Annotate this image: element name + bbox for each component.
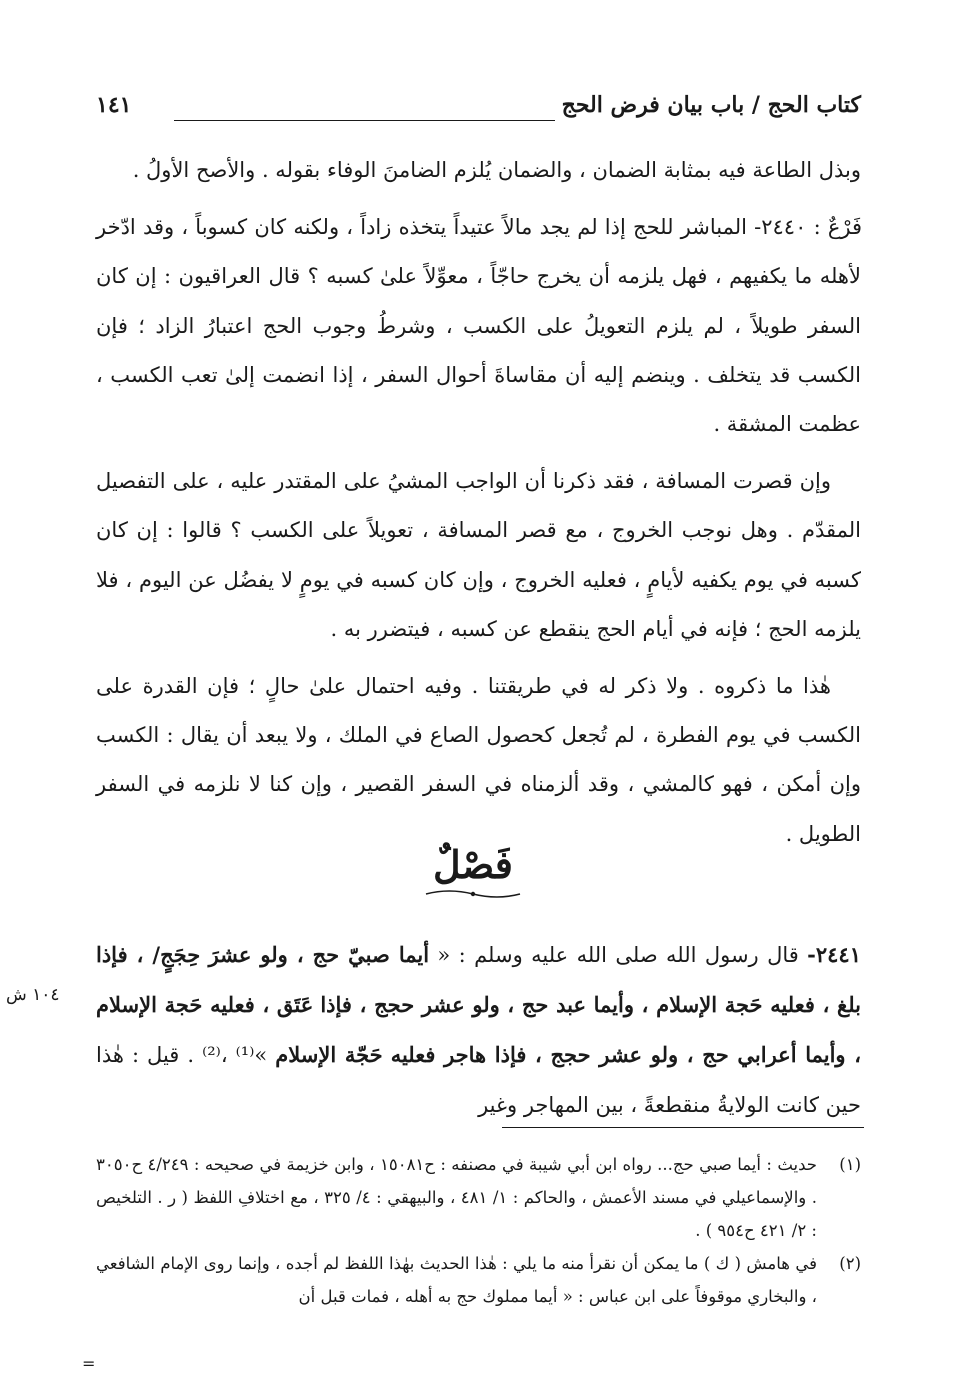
- hadith-text: حَجّة الإسلام: [275, 1042, 383, 1068]
- hadith-paragraph: [96, 930, 861, 1130]
- footnote-number: (١): [839, 1155, 861, 1174]
- text-line: قال العراقيون : إن كان السفر طويلاً ، لم يلزم التعويلُ على الكسب ، وشرطُ وجوب: [96, 264, 862, 338]
- section-ornament: [418, 836, 528, 902]
- hadith-number: ٢٤٤١-: [807, 942, 861, 967]
- footnote-rule: [502, 1127, 864, 1128]
- text-line: هٰذا ما ذكروه . ولا ذكر له في طريقتنا . وفيه احتمال علىٰ حالٍ ؛ فإن القدرة على: [96, 674, 831, 699]
- text-line: فَرْعٌ : ٢٤٤٠- المباشر للحج إذا لم يجد مالاً عتيداً يتخذه زاداً ، ولكنه كان: [254, 215, 862, 240]
- page-number: ١٤١: [96, 92, 132, 118]
- paragraph: [96, 662, 861, 859]
- text-line: لا يفضُل عن اليوم ، فلا يلزمه الحج ؛ فإنه في أيام الحج ينقطع عن كسبه ، فيتضرر به .: [96, 567, 861, 641]
- hadith-text: أيما صبيّ حج ، ولو عشرَ: [208, 942, 430, 967]
- footnote-line: صحيحه : ٤/٢٤٩ ح٣٠٥٠ . والإسماعيلي في مسند الأعمش ، والحاكم : ١/ ٤٨١ ،: [96, 1155, 817, 1207]
- text-line: وبذل الطاعة فيه بمثابة الضمان ، والضمان يُلزم الضامنَ الوفاء بقوله . والأصح الأولُ .: [132, 158, 861, 182]
- paragraph: [96, 203, 861, 449]
- footnote: [96, 1247, 861, 1313]
- hadith-text: حِجَجٍ/ ، فإذا بلغ ، فعليه حَجة الإسلام ، وأيما عبد حج ، ولو عشر حجج ، فإذا: [96, 942, 861, 1018]
- text-line: قالوا : إن كان كسبه في يوم يكفيه لأيامٍ ، فعليه الخروج ، وإن كان كسبه في يومٍ: [96, 518, 862, 592]
- text-line: كسوباً ، وقد ادّخر لأهله ما يكفيهم ، فهل يلزمه أن يخرج حاجّاً ، معوِّلاً علىٰ كسبه ؟: [96, 215, 861, 289]
- paragraph: [96, 457, 861, 654]
- text-line: الكسب في يوم الفطرة ، لم تُجعل كحصول الصاع في الملك ، ولا يبعد أن يقال :: [166, 723, 861, 748]
- continuation-mark: =: [82, 1354, 96, 1373]
- footnote-refs: »⁽¹⁾ ،⁽²⁾ .: [187, 1043, 268, 1068]
- ornament-flourish-icon: [424, 888, 522, 900]
- text-line: وإن قصرت المسافة ، فقد ذكرنا أن الواجب المشيُ على المقتدر عليه ، على: [172, 469, 831, 494]
- hadith-commentary: قيل : هٰذا حين كانت الولايةُ منقطعةً ، بين المهاجر وغير: [96, 1043, 861, 1117]
- section-heading: فَصْلٌ: [433, 842, 513, 887]
- running-header: [96, 92, 861, 132]
- header-rule: [174, 120, 555, 121]
- footnote-line: في هامش ( ك ) ما يمكن أن نقرأ منه ما يلي : هٰذا الحديث بهٰذا اللفظ لم أجده ، وإنما روى: [203, 1254, 817, 1273]
- hadith-text: عَتَق ، فعليه حَجة الإسلام ، وأيما أعرابي حج ، ولو عشر حجج ، فإذا هاجر فعليه: [96, 992, 862, 1068]
- text-line: السفر الطويل .: [96, 772, 861, 846]
- text-line: الحج اعتبارُ الزاد ؛ فإن الكسب قد يتخلف . وينضم إليه أن مقاساةَ أحوال السفر ، إذا: [96, 313, 861, 387]
- footnote: [96, 1148, 861, 1247]
- main-text: [96, 146, 861, 859]
- footnotes: [96, 1148, 861, 1313]
- text-line: الكسب وإن أمكن ، فهو كالمشي ، وقد ألزمناه في السفر القصير ، وإن كنا لا نلزمه في: [96, 723, 861, 797]
- chapter-title: كتاب الحج / باب بيان فرض الحج: [561, 92, 861, 118]
- text-line: انضمت إلىٰ تعب الكسب ، عظمت المشقة .: [96, 362, 861, 437]
- paragraph: [96, 146, 861, 195]
- footnote-line: حديث : أيما صبي حج... رواه ابن أبي شيبة في مصنفه : ح١٥٠٨١ ، وابن خزيمة في: [259, 1155, 817, 1174]
- manuscript-folio-note: ١٠٤ ش: [6, 985, 60, 1005]
- hadith-intro: قال رسول الله صلى الله عليه وسلم : «: [437, 943, 799, 967]
- text-line: التفصيل المقدّم . وهل نوجب الخروج ، مع قصر المسافة ، تعويلاً على الكسب ؟: [96, 469, 861, 543]
- footnote-number: (٢): [839, 1254, 861, 1273]
- footnote-line: الإمام الشافعي ، والبخاري موقوفاً على ابن عباس : « أيما مملوك حج به أهله ، فمات قبل أن: [96, 1254, 817, 1306]
- footnote-line: والبيهقي : ٤/ ٣٢٥ ، مع اختلافِ اللفظ ( ر . التلخيص : ٢/ ٤٢١ ح٩٥٤ ) .: [96, 1188, 817, 1240]
